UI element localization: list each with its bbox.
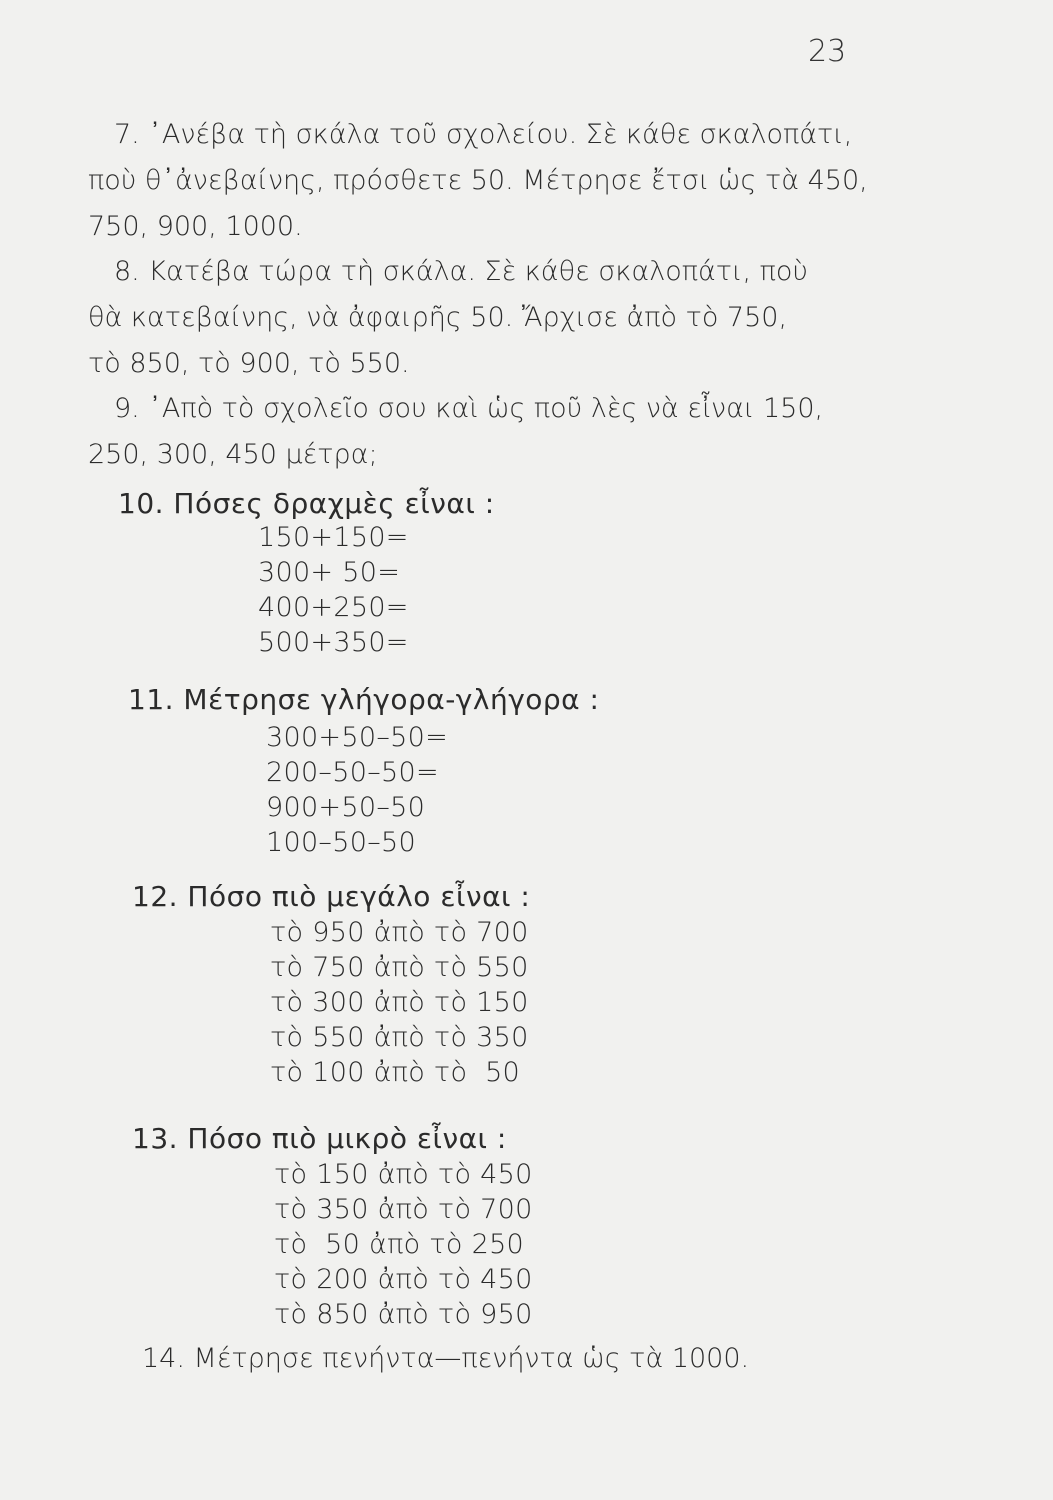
exercise-14: 14. Μέτρησε πενήντα—πενήντα ὡς τὰ 1000. xyxy=(142,1343,750,1374)
exercise-8-line-1: 8. Κατέβα τώρα τὴ σκάλα. Σὲ κάθε σκαλοπάτι, ποὺ xyxy=(114,256,809,287)
exercise-9 xyxy=(88,386,888,478)
exercise-12-list xyxy=(270,915,529,1090)
exercise-13-item: τὸ 150 ἀπὸ τὸ 450 xyxy=(274,1159,533,1190)
exercise-11-heading: 11. Μέτρησε γλήγορα-γλήγορα : xyxy=(128,683,600,716)
exercise-8-line-2: θὰ κατεβαίνης, νὰ ἀφαιρῆς 50. Ἄρχισε ἀπὸ τὸ 750, xyxy=(88,302,788,333)
exercise-10-list xyxy=(258,520,409,660)
exercise-7-line-1: 7. ᾿Ανέβα τὴ σκάλα τοῦ σχολείου. Σὲ κάθε σκαλοπάτι, xyxy=(114,119,853,150)
exercise-10-item: 300+ 50= xyxy=(258,557,401,588)
exercise-12-item: τὸ 950 ἀπὸ τὸ 700 xyxy=(270,917,529,948)
exercise-13-item: τὸ 350 ἀπὸ τὸ 700 xyxy=(274,1194,533,1225)
exercise-13-item: τὸ 50 ἀπὸ τὸ 250 xyxy=(274,1229,525,1260)
page-number: 23 xyxy=(808,34,847,69)
exercise-11-item: 200–50–50= xyxy=(266,757,439,788)
exercise-7 xyxy=(88,112,888,250)
exercise-10-item: 500+350= xyxy=(258,627,409,658)
exercise-12-item: τὸ 750 ἀπὸ τὸ 550 xyxy=(270,952,529,983)
exercise-7-line-3: 750, 900, 1000. xyxy=(88,211,303,242)
exercise-10-item: 150+150= xyxy=(258,522,409,553)
exercise-13-list xyxy=(274,1157,533,1332)
exercise-9-line-1: 9. ᾿Απὸ τὸ σχολεῖο σου καὶ ὡς ποῦ λὲς νὰ εἶναι 150, xyxy=(114,393,824,424)
exercise-7-line-2: ποὺ θ᾿ἀνεβαίνης, πρόσθετε 50. Μέτρησε ἔτσι ὡς τὰ 450, xyxy=(88,165,868,196)
exercise-12-item: τὸ 550 ἀπὸ τὸ 350 xyxy=(270,1022,529,1053)
exercise-8-line-3: τὸ 850, τὸ 900, τὸ 550. xyxy=(88,348,410,379)
exercise-9-line-2: 250, 300, 450 μέτρα; xyxy=(88,439,378,470)
exercise-11-list xyxy=(266,720,448,860)
exercise-12-heading: 12. Πόσο πιὸ μεγάλο εἶναι : xyxy=(132,880,531,913)
exercise-11-item: 900+50–50 xyxy=(266,792,426,823)
exercise-13-item: τὸ 200 ἀπὸ τὸ 450 xyxy=(274,1264,533,1295)
exercise-12-item: τὸ 100 ἀπὸ τὸ 50 xyxy=(270,1057,521,1088)
exercise-11-item: 100–50–50 xyxy=(266,827,416,858)
exercise-10-item: 400+250= xyxy=(258,592,409,623)
exercise-8 xyxy=(88,249,888,387)
exercise-13-heading: 13. Πόσο πιὸ μικρὸ εἶναι : xyxy=(132,1122,507,1155)
exercise-11-item: 300+50–50= xyxy=(266,722,448,753)
exercise-13-item: τὸ 850 ἀπὸ τὸ 950 xyxy=(274,1299,533,1330)
exercise-10-heading: 10. Πόσες δραχμὲς εἶναι : xyxy=(118,487,495,520)
exercise-12-item: τὸ 300 ἀπὸ τὸ 150 xyxy=(270,987,529,1018)
